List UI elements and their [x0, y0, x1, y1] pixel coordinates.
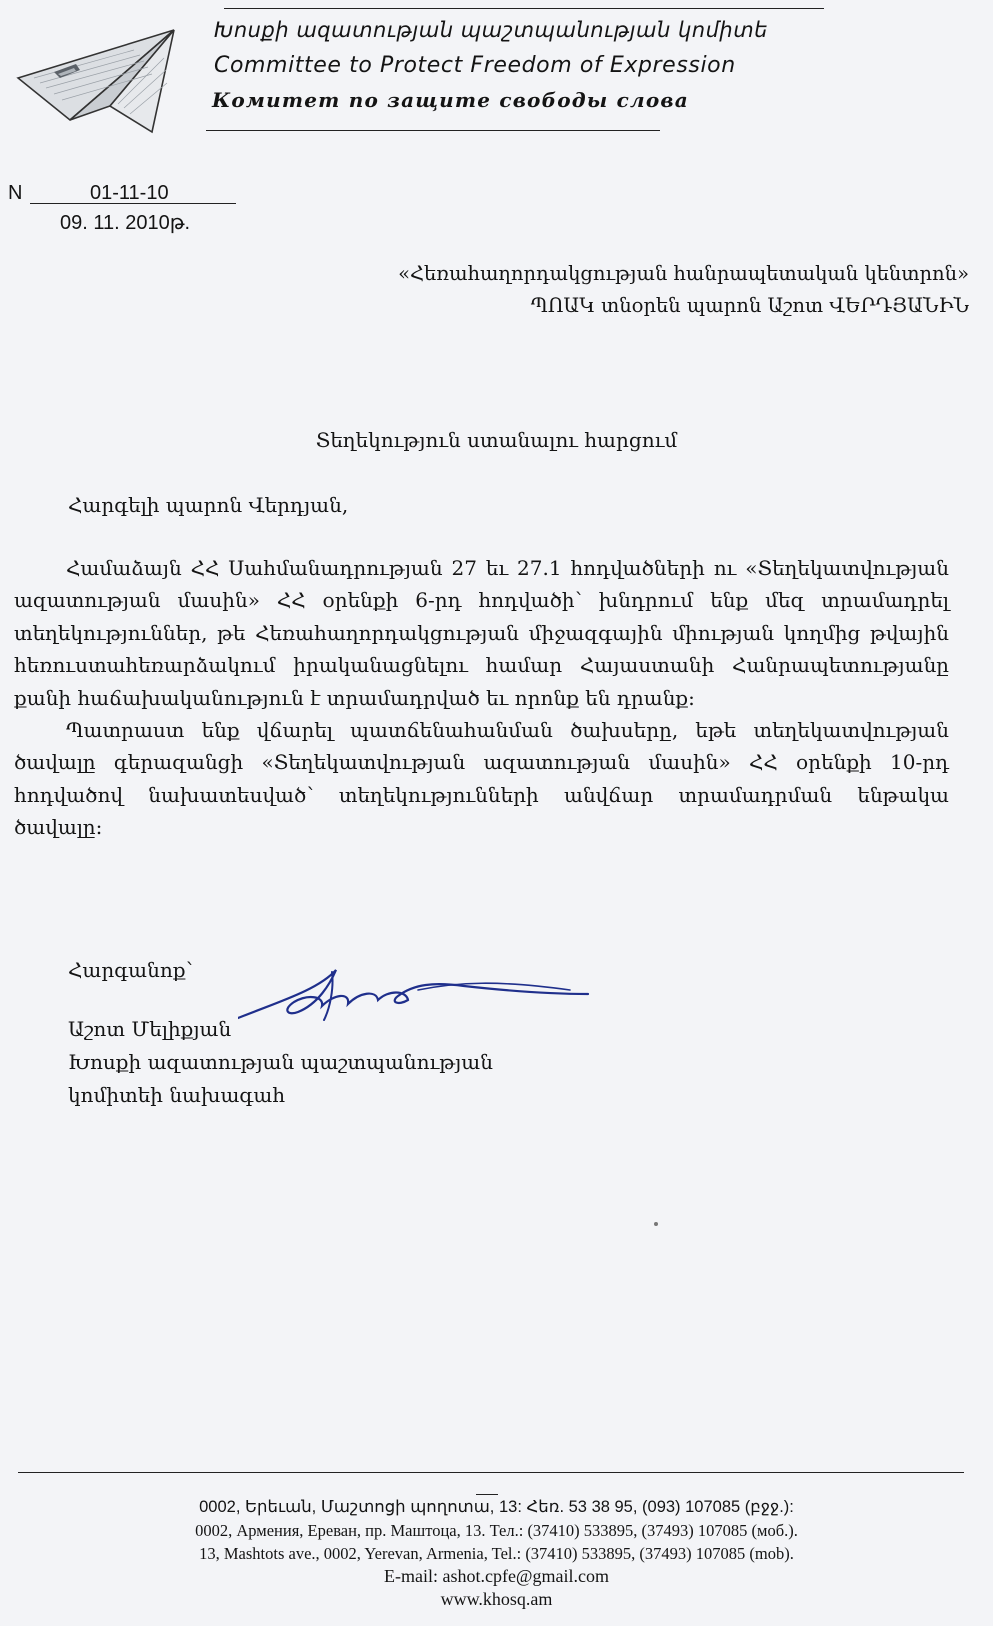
- letter-greeting: Հարգելի պարոն Վերդյան,: [68, 493, 349, 517]
- letterhead-top-rule: [224, 8, 824, 9]
- reference-number-label: N: [8, 182, 23, 204]
- signer-title-line-1: Խոսքի ազատության պաշտպանության: [68, 1050, 493, 1074]
- reference-number-value: 01-11-10: [30, 183, 236, 204]
- reference-number: [8, 182, 236, 205]
- letterhead-name-russian: Комитет по защите свободы слова: [212, 88, 689, 112]
- addressee-person: ՊՈԱԿ տնօրեն պարոն Աշոտ ՎԵՐԴՅԱՆԻՆ: [530, 294, 969, 317]
- footer-address-english: 13, Mashtots ave., 0002, Yerevan, Armenia, Tel.: (37410) 533895, (37493) 107085 (mob).: [199, 1544, 794, 1563]
- footer-contacts: [0, 1496, 993, 1611]
- letter-body: [14, 552, 949, 844]
- letter-subject: Տեղեկություն ստանալու հարցում: [315, 428, 678, 452]
- letterhead-name-armenian: Խոսքի ազատության պաշտպանության կոմիտե: [214, 18, 768, 42]
- scan-speck: [654, 1222, 658, 1226]
- footer-address-russian: 0002, Армения, Ереван, пр. Маштоца, 13. Тел.: (37410) 533895, (37493) 107085 (моб.).: [195, 1521, 798, 1540]
- closing-regards: Հարգանոք՝: [68, 958, 193, 982]
- letterhead-bottom-rule: [206, 130, 660, 131]
- body-paragraph-2: Պատրաստ ենք վճարել պատճենահանման ծախսերը, եթե տեղեկատվության ծավալը գերազանցի «Տեղեկատվության ազատության մասին» ՀՀ օրենքի 10-րդ հոդվածով նախատեսված՝ տեղեկությունների անվճար տրամադրման ենթակա ծավալը:: [14, 718, 949, 840]
- footer-email: E-mail: ashot.cpfe@gmail.com: [383, 1566, 609, 1586]
- signer-block: [68, 1013, 493, 1112]
- footer-website: www.khosq.am: [440, 1589, 553, 1609]
- footer-short-rule: [476, 1494, 498, 1495]
- footer-address-armenian: 0002, Երեւան, Մաշտոցի պողոտա, 13: Հեռ. 53 38 95, (093) 107085 (բջջ.):: [199, 1498, 794, 1516]
- paper-plane-icon: [14, 28, 186, 136]
- letterhead-name-english: Committee to Protect Freedom of Expression: [214, 53, 736, 78]
- signer-title-line-2: կոմիտեի նախագահ: [68, 1083, 286, 1107]
- body-paragraph-1: Համաձայն ՀՀ Սահմանադրության 27 եւ 27.1 հոդվածների ու «Տեղեկատվության ազատության մասին» ՀՀ օրենքի 6-րդ հոդվածի՝ խնդրում ենք մեզ տրամադրել տեղեկություններ, թե Հեռահաղորդակցության միջազգային միության կողմից թվային հեռուստահեռարձակում իրականացնելու համար Հայաստանի Հանրապետությանը քանի հաճախականություն է տրամադրված եւ որոնք են դրանք:: [14, 556, 949, 710]
- addressee-organization: «Հեռահաղորդակցության հանրապետական կենտրոն»: [398, 262, 969, 285]
- letter-date: 09. 11. 2010թ.: [60, 212, 191, 234]
- signer-name: Աշոտ Մելիքյան: [68, 1017, 232, 1041]
- footer-rule: [18, 1472, 964, 1473]
